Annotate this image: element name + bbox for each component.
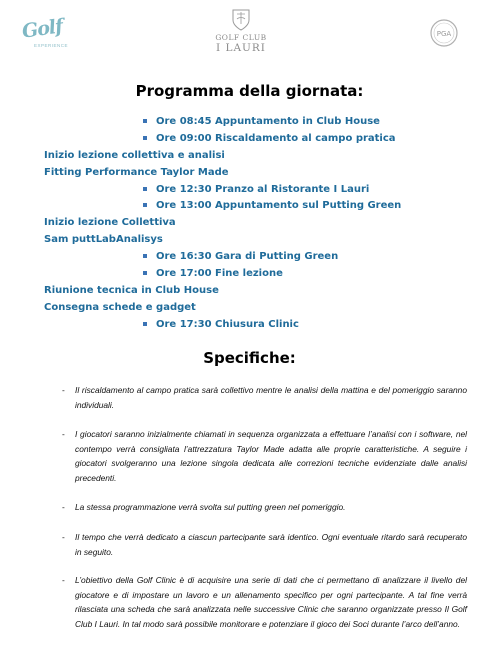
schedule-item: Ore 16:30 Gara di Putting Green [0,248,499,265]
logo-script-text: Golf [20,15,64,43]
dash-bullet: - [62,532,65,542]
spec-text: Il riscaldamento al campo pratica sarà collettivo mentre le analisi della mattina e del pomeriggio saranno individuali. [75,385,467,410]
spec-item [62,383,467,412]
logo-sub-text: EXPERIENCE [34,43,69,48]
dash-bullet: - [62,429,65,439]
schedule-item: Sam puttLabAnalisys [44,234,163,246]
spec-item [62,427,467,485]
spec-text: L’obiettivo della Golf Clinic è di acquisire una serie di dati che ci permettano di analizzare il livello del giocatore e di impostare un lavoro e un allenamento specifico per ogni partecipante. A tal fine verrà rilasciata una scheda che sarà analizzata nelle successive Clinic che saranno organizzate presso Il Golf Club I Lauri. In tal modo sarà possibile monitorare e potenziare il gioco dei Soci durante l’arco dell’anno. [75,575,467,629]
golf-club-i-lauri-logo [196,8,286,60]
schedule-item: Ore 17:00 Fine lezione [0,265,499,282]
spec-text: Il tempo che verrà dedicato a ciascun partecipante sarà identico. Ogni eventuale ritardo sarà recuperato in seguito. [75,532,467,557]
schedule-item: Ore 13:00 Appuntamento sul Putting Green [0,197,499,214]
spec-item [62,500,467,515]
pga-logo [429,18,459,48]
spec-text: La stessa programmazione verrà svolta sul putting green nel pomeriggio. [75,502,346,512]
schedule-item: Ore 09:00 Riscaldamento al campo pratica [0,130,499,147]
schedule-item: Inizio lezione Collettiva [44,217,176,229]
specs-title: Specifiche: [203,349,296,367]
club-name-line1: GOLF CLUB [215,33,267,42]
spec-text: I giocatori saranno inizialmente chiamati in sequenza organizzata a effettuare l’analisi con i software, nel contempo verrà consigliata l’attrezzatura Taylor Made adatta alle proprie caratteristiche. A seguire i giocatori svolgeranno una lezione singola dedicata alle correzioni tecniche evidenziate dalle analisi precedenti. [75,429,467,483]
schedule-list [0,113,499,333]
pga-seal-icon [429,18,459,48]
schedule-item: Ore 08:45 Appuntamento in Club House [0,113,499,130]
schedule-item: Ore 12:30 Pranzo al Ristorante I Lauri [0,181,499,198]
golf-experience-logo [20,15,78,52]
crest-icon [231,8,251,32]
dash-bullet: - [62,575,65,585]
spec-item [62,530,467,559]
dash-bullet: - [62,385,65,395]
schedule-item: Inizio lezione collettiva e analisi [44,149,225,161]
schedule-item: Riunione tecnica in Club House [44,284,219,296]
schedule-item: Fitting Performance Taylor Made [44,166,229,178]
club-name-line2: I LAURI [216,42,266,54]
program-title: Programma della giornata: [135,82,364,100]
schedule-item: Consegna schede e gadget [44,301,196,313]
spec-item [62,573,467,631]
dash-bullet: - [62,502,65,512]
schedule-item: Ore 17:30 Chiusura Clinic [0,316,499,333]
pga-text: PGA [436,30,452,38]
